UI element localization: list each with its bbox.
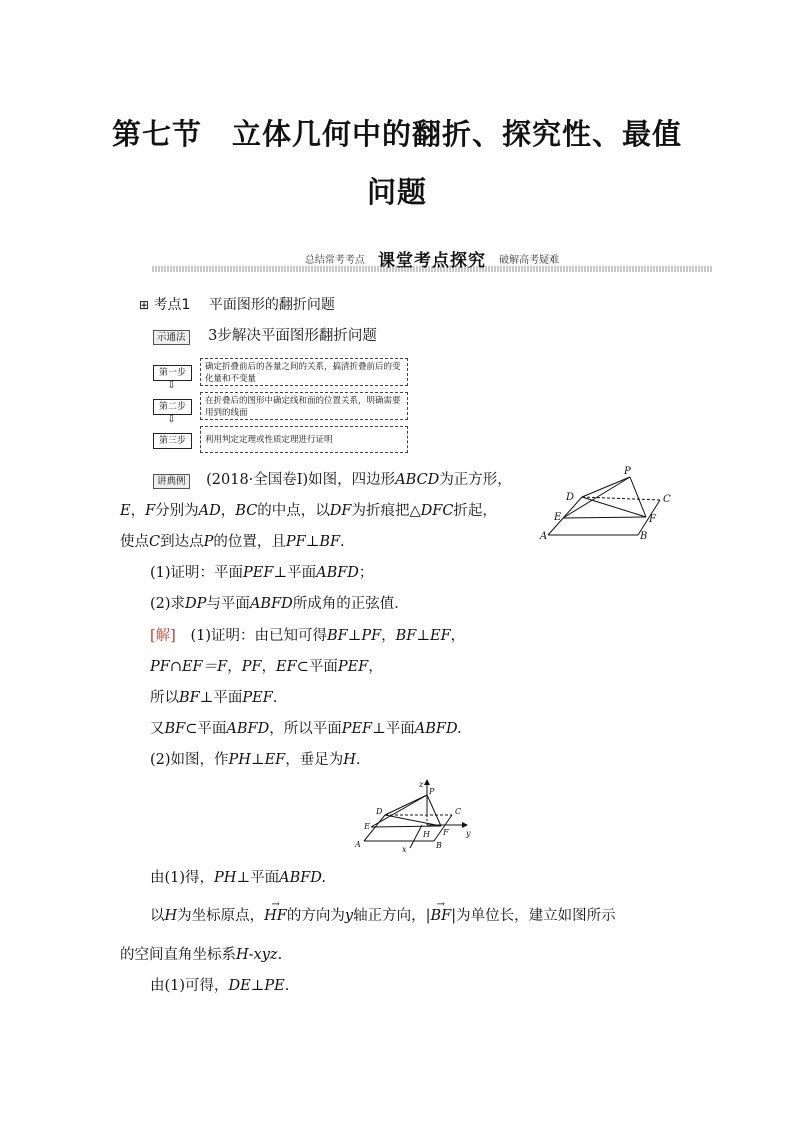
example-line-2 [120,501,497,521]
coordinate-figure [352,778,477,854]
example-text: (2018·全国卷Ⅰ)如图，四边形 [206,472,396,488]
vector-bf: → BF [430,906,451,926]
solution-text: 轴正方向，| [353,908,431,924]
example-text: P [203,534,214,550]
step-1-label: 第一步 [153,365,192,381]
solution-line-7 [150,906,616,926]
label-p: P [429,787,435,796]
topic-heading [139,295,335,315]
example-text: 的中点，以 [257,503,330,519]
label-a: A [355,840,361,849]
edge-fp [427,795,441,826]
solution-line-9 [150,976,289,996]
solution-text: ， [261,659,277,675]
example-line-3 [120,532,345,552]
step-2-text: 在折叠后的图形中确定线和面的位置关系，明确需要用到的线面 [200,392,408,420]
edge-dp [582,477,630,497]
example-text: 为折痕把△ [351,503,421,519]
label-z: z [419,780,424,789]
question-text: 与平面 [206,596,250,612]
solution-text: ABFD [226,721,270,737]
example-text: BC [235,503,258,519]
example-text: . [340,534,345,550]
solution-text: ⊥平面 [199,690,243,706]
z-arrow-icon [424,779,430,785]
solution-text: ⊥平面 [372,721,415,737]
section-banner [152,246,712,272]
question-2 [150,594,409,614]
solution-text: ， [368,659,383,675]
solution-line-2 [150,657,383,677]
example-badge: 讲典例 [153,474,190,489]
edge-df [385,815,441,826]
label-d: D [566,492,575,503]
label-c: C [455,807,462,816]
solution-text: ABFD. [279,870,326,886]
label-b: B [640,531,648,542]
page-title: 第七节 立体几何中的翻折、探究性、最值 [111,117,682,151]
solution-text: BF [164,721,186,737]
solution-text: PF∩EF＝F [150,659,228,675]
example-text: DFC [420,503,454,519]
solution-text: H [343,752,356,768]
solution-text: 为坐标原点， [177,908,265,924]
example-text: 分别为 [155,503,199,519]
solution-text: ， [227,659,242,675]
solution-text: H [164,908,178,924]
solution-text: 所以 [150,690,179,706]
steps-flowchart [153,358,409,458]
solution-text: . [272,690,278,706]
method-heading [153,326,377,346]
solution-text: BF⊥PF [326,628,382,644]
solution-text: ，所以平面 [269,721,342,737]
edge-ef [371,826,441,827]
example-text: C [149,534,161,550]
solution-text: ABFD. [414,721,462,737]
solution-text: ⊥平面 [236,870,280,886]
solution-text: PH⊥EF [228,752,286,768]
solution-text: PEF [242,690,273,706]
solution-line-8 [120,945,282,965]
question-text: ； [358,565,374,581]
example-text: PF⊥BF [285,534,341,550]
edge-dp [385,795,427,815]
solution-text: PF [241,659,262,675]
method-badge: 示通法 [153,330,190,345]
label-f: F [649,514,656,525]
solution-line-3 [150,688,277,708]
vector-hf: → HF [264,906,287,926]
topic-title: 平面图形的翻折问题 [208,297,335,313]
label-y: y [466,829,471,838]
example-text: ， [130,503,146,519]
solution-text: PH [214,870,237,886]
question-text: DP [185,596,207,612]
step-2-label: 第二步 [153,399,192,415]
solution-line-1 [150,626,465,646]
question-text: ABFD [316,565,359,581]
edge-ef [563,517,646,518]
label-e: E [364,822,370,831]
solution-text: DE⊥PE [228,978,285,994]
solution-text: BF⊥EF [395,628,451,644]
example-line-1 [153,470,512,490]
y-arrow-icon [462,822,468,828]
label-c: C [663,494,671,505]
question-text: 所成角的正弦值． [292,596,409,612]
solution-line-4 [150,719,462,739]
label-x: x [402,845,407,854]
banner-right-text: 破解高考疑难 [499,255,560,266]
solution-text: 又 [150,721,165,737]
label-a: A [540,531,548,542]
solution-text: BF [179,690,200,706]
solution-text: ， [381,628,396,644]
example-text: ， [220,503,236,519]
example-text: F [145,503,156,519]
solution-text: ， [450,628,466,644]
question-text: (2)求 [150,596,186,612]
question-text: PEF [243,565,274,581]
solution-text: ⊂平面 [296,659,338,675]
solution-text: y [344,908,354,924]
page-title-continued: 问题 [366,175,427,209]
example-text: 的位置，且 [213,534,286,550]
label-f: F [443,828,449,837]
solution-line-6 [150,868,326,888]
solution-text: 的方向为 [286,908,345,924]
solution-text: . [355,752,361,768]
example-text: 到达点 [160,534,204,550]
example-text: ABCD [395,472,440,488]
solution-text: |为单位长，建立如图所示 [451,908,616,924]
method-title: 3步解决平面图形翻折问题 [208,328,377,344]
example-text: 为正方形， [439,472,512,488]
step-1-text: 确定折叠前后的各量之间的关系，搞清折叠前后的变化量和不变量 [200,358,408,386]
solution-text: . [277,947,283,963]
axis-x [410,825,422,848]
solution-text: ，垂足为 [285,752,344,768]
example-text: 折起， [453,503,497,519]
solution-text: 以 [150,908,165,924]
label-b: B [436,841,442,850]
question-text: (1)证明：平面 [150,565,244,581]
solution-text: . [284,978,290,994]
edge-fp [630,477,646,517]
fold-figure [538,462,678,542]
banner-center-text: 课堂考点探究 [378,251,486,271]
step-3-text: 利用判定定理或性质定理进行证明 [200,426,408,453]
example-text: AD [198,503,221,519]
solution-text: PEF [337,659,369,675]
label-p: P [624,466,631,477]
solution-tag: [解] [150,628,176,644]
solution-text: H-xyz [236,947,278,963]
topic-icon: ⊞ [139,298,150,312]
solution-text: 由(1)得， [150,870,215,886]
question-text: ABFD [249,596,293,612]
solution-line-5 [150,750,361,770]
solution-text: 由(1)可得， [150,978,229,994]
solution-text: 的空间直角坐标系 [120,947,236,963]
label-d: D [376,807,383,816]
example-text: DF [329,503,352,519]
topic-label: 考点1 [153,297,191,313]
solution-text: PEF [341,721,373,737]
solution-text: EF [276,659,297,675]
example-text: 使点 [120,534,149,550]
question-text: ⊥平面 [273,565,317,581]
down-arrow-icon: ⇩ [167,414,176,425]
solution-text: (1)证明：由已知可得 [190,628,327,644]
question-1 [150,563,373,583]
banner-left-text: 总结常考考点 [304,255,365,266]
solution-text: ⊂平面 [185,721,227,737]
label-h: H [423,830,430,839]
step-3-label: 第三步 [153,433,192,449]
solution-text: (2)如图，作 [150,752,229,768]
down-arrow-icon: ⇩ [167,380,176,391]
label-e: E [554,512,562,523]
example-text: E [120,503,131,519]
